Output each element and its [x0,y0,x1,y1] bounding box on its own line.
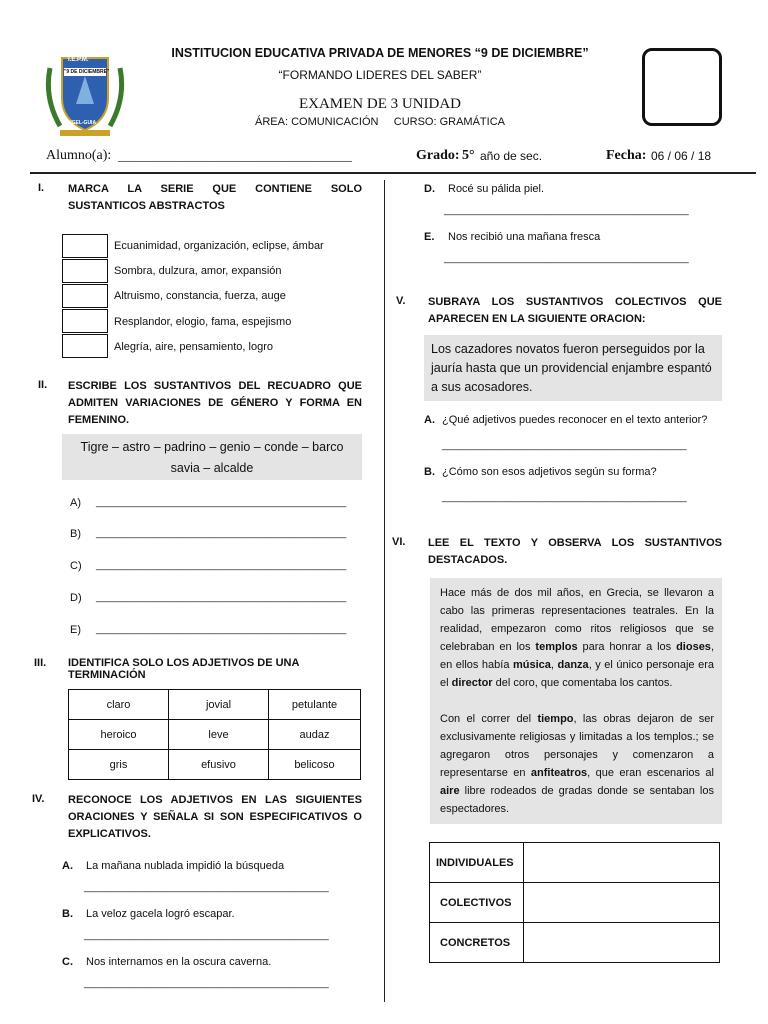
word-box-line1: Tigre – astro – padrino – genio – conde – barco [80,440,344,454]
row-header: INDIVIDUALES [430,843,524,883]
answer-blank[interactable]: _____________________________________________ [96,497,347,508]
section5-sentence-box [424,335,722,401]
item-blank[interactable]: ____________________________________________ [84,930,329,941]
item-blank[interactable]: ____________________________________________ [444,205,689,216]
question-item [424,466,724,506]
option-label: Altruismo, constancia, fuerza, auge [114,290,286,302]
checkbox[interactable] [62,309,108,333]
option-label: Resplandor, elogio, fama, espejismo [114,316,292,328]
table-cell[interactable]: efusivo [169,750,269,780]
table-cell[interactable]: petulante [269,690,361,720]
logo-text-mid: "9 DE DICIEMBRE" [64,69,110,75]
grado-value: 5° [462,148,475,163]
score-box [642,48,722,126]
table-cell[interactable]: leve [169,720,269,750]
section5-sentence: Los cazadores novatos fueron perseguidos por la jauría hasta que un providencial enjambre espantó a sus acosadores. [431,342,712,394]
logo-text-top: I.E.P.M. [68,57,89,63]
question-letter: A. [424,414,435,426]
checkbox[interactable] [62,259,108,283]
reading-text: Hace más de dos mil años, en Grecia, se llevaron a cabo las primeras representaciones teatrales. En la realidad, empezaron como ritos religiosos que se celebraban en los [440,587,714,653]
item-text: Rocé su pálida piel. [448,183,545,195]
reading-text: , en ellos había [440,641,714,671]
alumno-field[interactable]: ____________________________________ [118,148,352,163]
table-row [69,750,361,780]
checkbox[interactable] [62,234,108,258]
section3-title: IDENTIFICA SOLO LOS ADJETIVOS DE UNA TERMINACIÓN [68,657,300,681]
alumno-label: Alumno(a): [46,148,112,163]
sentence-item [424,231,724,271]
highlighted-noun: director [451,677,493,689]
section5-title: SUBRAYA LOS SUSTANTIVOS COLECTIVOS QUE APARECEN EN LA SIGUIENTE ORACION: [428,296,722,325]
answer-blank[interactable]: _____________________________________________ [96,560,347,571]
item-text: Nos recibió una mañana fresca [448,231,601,243]
answer-letter: C) [70,560,82,572]
school-motto: “FORMANDO LIDERES DEL SABER” [278,68,482,82]
question-letter: B. [424,466,435,478]
reading-paragraph-1 [440,584,714,692]
section2-num: II. [38,379,48,391]
answer-letter: B) [70,528,81,540]
header-divider [30,172,756,174]
grado-label: Grado: [416,148,460,163]
exam-title: EXAMEN DE 3 UNIDAD [298,96,462,112]
answer-blank[interactable]: _____________________________________________ [96,624,347,635]
fecha-label: Fecha: [606,148,647,163]
question-text: ¿Cómo son esos adjetivos según su forma? [442,466,657,478]
item-letter: A. [62,860,73,872]
section2-word-box [62,434,362,480]
adjectives-table [68,689,361,780]
logo-text-bottom: UGEL-GUIA [68,120,97,126]
sentence-item [62,860,362,900]
section6-title: LEE EL TEXTO Y OBSERVA LOS SUSTANTIVOS DESTACADOS. [428,537,722,566]
option-label: Alegría, aire, pensamiento, logro [114,341,273,353]
reading-text: libre rodeados de gradas donde se sentaban los espectadores. [440,785,714,815]
question-blank[interactable]: ____________________________________________ [442,492,687,503]
table-cell[interactable]: audaz [269,720,361,750]
reading-box [430,578,722,824]
answer-cell[interactable] [524,923,720,963]
area-label: ÁREA: COMUNICACIÓN [255,116,379,128]
classification-table [429,842,720,963]
reading-text: Con el correr del [440,713,538,725]
item-blank[interactable]: ____________________________________________ [444,253,689,264]
section3-num: III. [34,657,47,669]
item-letter: D. [424,183,435,195]
item-text: Nos internamos en la oscura caverna. [86,956,272,968]
section1-num: I. [38,182,45,194]
answer-cell[interactable] [524,843,720,883]
section5-num: V. [396,295,406,307]
reading-text: , [550,659,558,671]
highlighted-noun: música [512,659,551,671]
section1-option[interactable] [62,259,362,283]
answer-line[interactable] [70,592,360,608]
answer-line[interactable] [70,624,360,640]
student-line [46,148,746,168]
table-row [69,690,361,720]
answer-blank[interactable]: _____________________________________________ [96,528,347,539]
table-row [430,923,720,963]
section1-option[interactable] [62,284,362,308]
answer-cell[interactable] [524,883,720,923]
item-blank[interactable]: ____________________________________________ [84,882,329,893]
highlighted-noun: templos [535,641,578,653]
table-cell[interactable]: belicoso [269,750,361,780]
question-blank[interactable]: ____________________________________________ [442,440,687,451]
answer-blank[interactable]: _____________________________________________ [96,592,347,603]
reading-text: del coro, que comentaba los cantos. [492,677,673,689]
checkbox[interactable] [62,334,108,358]
column-divider [384,180,385,1002]
fecha-value: 06 / 06 / 18 [651,149,712,163]
item-text: La mañana nublada impidió la búsqueda [86,860,285,872]
answer-letter: A) [70,497,81,509]
table-row [430,883,720,923]
table-row [430,843,720,883]
reading-text: , las obras dejaron de ser exclusivamente religiosas y limitadas a los templos.; se agregaron otros personajes y comenzaron a representarse en [440,713,714,779]
area-course-line [140,116,620,128]
answer-line[interactable] [70,560,360,576]
item-letter: E. [424,231,435,243]
reading-text: , y el único personaje era el [440,659,714,689]
table-cell[interactable]: gris [69,750,169,780]
reading-paragraph-2 [440,710,714,818]
highlighted-noun: anfiteatros [530,767,588,779]
question-item [424,414,724,454]
option-label: Sombra, dulzura, amor, expansión [114,265,282,277]
row-header: COLECTIVOS [430,883,524,923]
school-logo [42,48,128,136]
section4-num: IV. [32,793,45,805]
section1-title: MARCA LA SERIE QUE CONTIENE SOLO SUSTANTICOS ABSTRACTOS [68,183,362,212]
word-box-line2: savia – alcalde [170,461,254,475]
section1-option[interactable] [62,334,362,358]
checkbox[interactable] [62,284,108,308]
highlighted-noun: danza [557,659,589,671]
section1-option[interactable] [62,234,362,258]
table-row [69,720,361,750]
answer-line[interactable] [70,528,360,544]
highlighted-noun: tiempo [537,713,574,725]
section6-num: VI. [392,536,406,548]
question-text: ¿Qué adjetivos puedes reconocer en el texto anterior? [442,414,708,426]
table-cell[interactable]: jovial [169,690,269,720]
sentence-item [62,956,362,996]
reading-text: para honrar a los [577,641,677,653]
sentence-item [62,908,362,948]
item-blank[interactable]: ____________________________________________ [84,978,329,989]
sentence-item [424,183,724,223]
highlighted-noun: aire [440,785,460,797]
section4-title: RECONOCE LOS ADJETIVOS EN LAS SIGUIENTES ORACIONES Y SEÑALA SI SON ESPECIFICATIVOS O EXPLICATIVOS. [68,794,362,840]
answer-letter: D) [70,592,82,604]
reading-text: , que eran escenarios al [587,767,714,779]
item-text: La veloz gacela logró escapar. [86,908,235,920]
option-label: Ecuanimidad, organización, eclipse, ámbar [114,240,324,252]
answer-letter: E) [70,624,81,636]
section2-title: ESCRIBE LOS SUSTANTIVOS DEL RECUADRO QUE ADMITEN VARIACIONES DE GÉNERO Y FORMA EN FEMENINO. [68,380,362,426]
table-cell[interactable]: claro [69,690,169,720]
table-cell[interactable]: heroico [69,720,169,750]
item-letter: C. [62,956,73,968]
highlighted-noun: dioses [676,641,711,653]
course-label: CURSO: GRAMÁTICA [393,116,505,128]
row-header: CONCRETOS [430,923,524,963]
answer-line[interactable] [70,497,360,513]
section1-option[interactable] [62,309,362,333]
item-letter: B. [62,908,73,920]
grado-rest: año de sec. [480,149,543,163]
institution-name: INSTITUCION EDUCATIVA PRIVADA DE MENORES “9 DE DICIEMBRE” [171,46,589,60]
